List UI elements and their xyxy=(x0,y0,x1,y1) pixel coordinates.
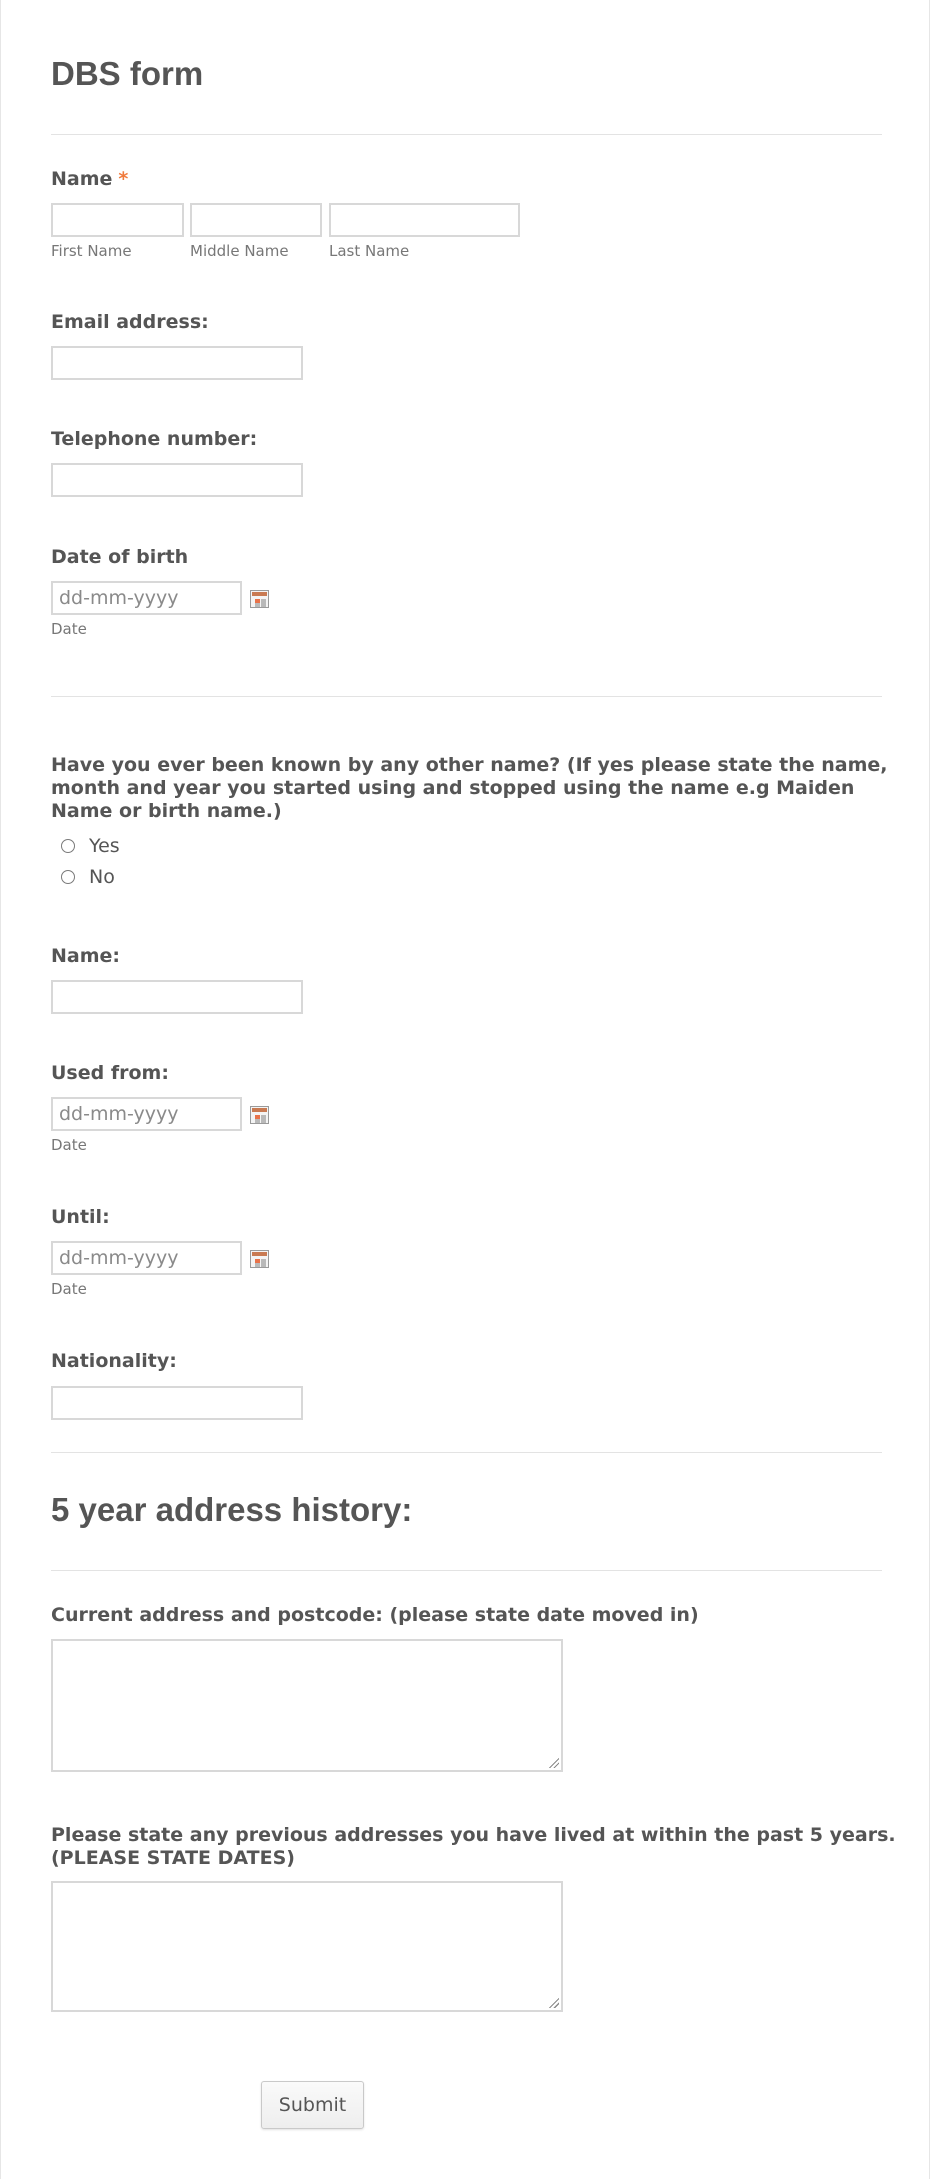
name-label xyxy=(51,168,128,191)
used-from-input[interactable] xyxy=(51,1097,242,1131)
submit-button[interactable]: Submit xyxy=(261,2081,364,2129)
middle-name-input[interactable] xyxy=(190,203,322,237)
nationality-label: Nationality: xyxy=(51,1350,177,1372)
name-label-text: Name xyxy=(51,168,113,190)
yes-radio-label[interactable]: Yes xyxy=(89,835,120,857)
last-name-sublabel: Last Name xyxy=(329,242,410,260)
section-divider xyxy=(51,1570,882,1571)
email-input[interactable] xyxy=(51,346,303,380)
other-name-input[interactable] xyxy=(51,980,303,1014)
section-divider xyxy=(51,1452,882,1453)
until-input[interactable] xyxy=(51,1241,242,1275)
other-name-question: Have you ever been known by any other name? (If yes please state the name, month and year you started using and stopped using the name e.g Maiden Name or birth name.) xyxy=(51,754,888,822)
date-of-birth-sublabel: Date xyxy=(51,620,87,638)
other-name-label: Name: xyxy=(51,945,121,967)
address-history-title: 5 year address history: xyxy=(51,1491,413,1528)
section-divider xyxy=(51,696,882,697)
last-name-input[interactable] xyxy=(329,203,520,237)
resize-grip-icon[interactable] xyxy=(549,1758,559,1768)
used-from-label: Used from: xyxy=(51,1062,169,1084)
no-radio[interactable] xyxy=(61,870,75,884)
until-label: Until: xyxy=(51,1206,110,1228)
calendar-icon[interactable] xyxy=(250,590,269,608)
resize-grip-icon[interactable] xyxy=(549,1998,559,2008)
current-address-textarea[interactable] xyxy=(51,1639,563,1772)
middle-name-sublabel: Middle Name xyxy=(190,242,289,260)
previous-addresses-textarea[interactable] xyxy=(51,1881,563,2012)
date-of-birth-input[interactable] xyxy=(51,581,242,615)
required-mark: * xyxy=(118,168,129,190)
yes-radio[interactable] xyxy=(61,839,75,853)
calendar-icon[interactable] xyxy=(250,1106,269,1124)
email-label: Email address: xyxy=(51,311,209,333)
date-of-birth-label: Date of birth xyxy=(51,546,189,568)
telephone-label: Telephone number: xyxy=(51,428,258,450)
first-name-input[interactable] xyxy=(51,203,184,237)
used-from-sublabel: Date xyxy=(51,1136,87,1154)
title-divider xyxy=(51,134,882,135)
current-address-label: Current address and postcode: (please state date moved in) xyxy=(51,1604,699,1626)
radio-option-no[interactable] xyxy=(61,865,115,889)
radio-option-yes[interactable] xyxy=(61,834,120,858)
telephone-input[interactable] xyxy=(51,463,303,497)
until-sublabel: Date xyxy=(51,1280,87,1298)
first-name-sublabel: First Name xyxy=(51,242,132,260)
calendar-icon[interactable] xyxy=(250,1250,269,1268)
no-radio-label[interactable]: No xyxy=(89,866,115,888)
previous-addresses-label: Please state any previous addresses you have lived at within the past 5 years. (PLEASE STATE DATES) xyxy=(51,1824,896,1869)
form-title: DBS form xyxy=(51,55,204,92)
nationality-input[interactable] xyxy=(51,1386,303,1420)
